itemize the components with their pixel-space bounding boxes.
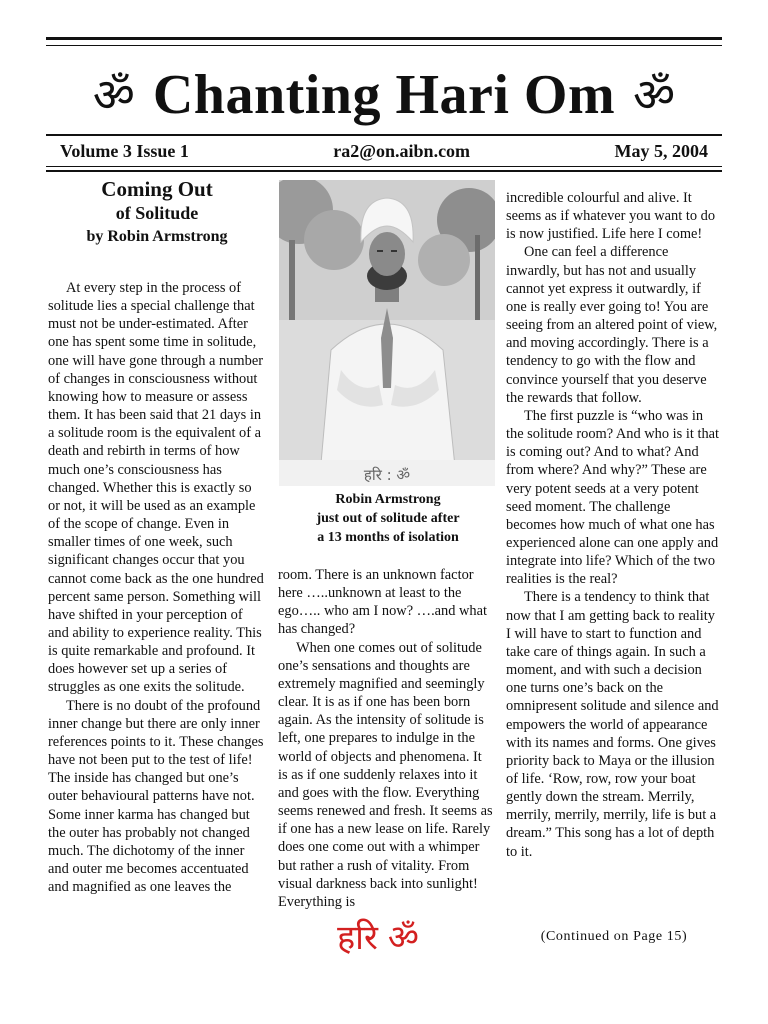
caption-line: just out of solitude after: [316, 511, 460, 526]
paragraph: One can feel a difference inwardly, but has not and usually cannot yet express it outwardly, if one is really ever going to! You are seeing from an altered point of view, and moving accordingly. There is a tendency to go with the flow and convince yourself that you deserve the rewards that follow.: [506, 244, 718, 406]
om-symbol-red: ॐ: [387, 918, 419, 958]
photo-caption: [279, 490, 497, 547]
om-symbol-left: ॐ: [92, 68, 135, 122]
infobar-top-rule: [46, 134, 722, 136]
top-rule-thin: [46, 45, 722, 46]
caption-line: a 13 months of isolation: [317, 530, 459, 545]
hari-text: हरि: [337, 918, 378, 958]
om-symbol-right: ॐ: [633, 68, 676, 122]
article-heading: [48, 176, 266, 249]
article-title: Coming Out: [101, 177, 213, 201]
contact-email: ra2@on.aibn.com: [333, 140, 471, 161]
masthead: [46, 58, 722, 132]
author-photo-illustration: [279, 180, 495, 486]
paragraph: incredible colourful and alive. It seems as if whatever you want to do is now justified. Life here I come!: [506, 190, 716, 243]
paragraph: room. There is an unknown factor here …..unknown at least to the ego….. who am I now? ….and what has changed?: [278, 567, 488, 638]
article-column-2: [278, 566, 494, 911]
paragraph: There is no doubt of the profound inner change but there are only inner references points to it. These changes have not been put to the test of life! The inside has changed but one’s outer behavioural patterns have not. Some inner karma has changed but the outer has probably not changed much. The dichotomy of the inner and outer me becomes accentuated and magnified as one leaves the: [48, 697, 264, 896]
article-subtitle: of Solitude: [115, 203, 199, 223]
volume-issue: Volume 3 Issue 1: [60, 140, 189, 161]
issue-info-bar: [60, 139, 708, 163]
article-column-1: [48, 279, 266, 896]
continued-note: (Continued on Page 15): [540, 929, 688, 944]
top-rule-thick: [46, 37, 722, 40]
photo-inscription: हरि : ॐ: [363, 466, 411, 484]
caption-line: Robin Armstrong: [335, 492, 441, 507]
newsletter-title: Chanting Hari Om: [152, 64, 616, 126]
paragraph: When one comes out of solitude one’s sensations and thoughts are extremely magnified and seemingly clear. It is as if one has been born again. As the intensity of solitude is left, one prepares to indulge in the world of objects and phenomena. It is as if one suddenly relaxes into it and goes with the flow. Everything seems renewed and fresh. It seems as if one has a new lease on life. Rarely does one come out with a whimper but rather a rush of vitality. From visual darkness back into sunlight! Everything is: [278, 639, 493, 910]
infobar-bottom-rule: [46, 166, 722, 167]
author-photo: [279, 180, 495, 486]
issue-date: May 5, 2004: [614, 140, 708, 161]
paragraph: There is a tendency to think that now that I am getting back to reality I will have to start to function and take care of things again. In such a moment, and with such a decision one turns one’s back on the omnipresent solitude and silence and empowers the world of appearance with its names and forms. One gives priority back to Maya or the illusion of life. ‘Row, row, row your boat gently down the stream. Merrily, merrily, merrily, merrily, life is but a dream.” This song has a lot of depth to it.: [506, 589, 719, 860]
paragraph: At every step in the process of solitude lies a special challenge that must not be under-estimated. After one has spent some time in solitude, one will have gone through a number of changes in consciousness without knowing how to measure or assess them. It has been said that 21 days in a solitude room is the equivalent of a death and rebirth in terms of how much one’s consciousness has changed. Whether this is exactly so or not, it will be used as an example of the scope of change. Even in smaller times of one week, such significant changes occur that you cannot come back as the one hundred percent same person. Something will have shifted in your perception of and ability to experience reality. This is quite remarkable and profound. It does however set up a series of struggles as one exits the solitude.: [48, 280, 264, 696]
infobar-bottom-rule-thick: [46, 170, 722, 172]
hari-om-mark: [318, 916, 438, 960]
paragraph: The first puzzle is “who was in the solitude room? And who is it that is coming out? And to what? And from where? And why?” These are very potent seeds at a very potent seed moment. The challenge becomes how much of what one has experienced alone can one apply and integrate into life? Which of the two realities is the real?: [506, 407, 720, 588]
article-byline: by Robin Armstrong: [86, 228, 228, 245]
article-column-3: [506, 189, 722, 861]
